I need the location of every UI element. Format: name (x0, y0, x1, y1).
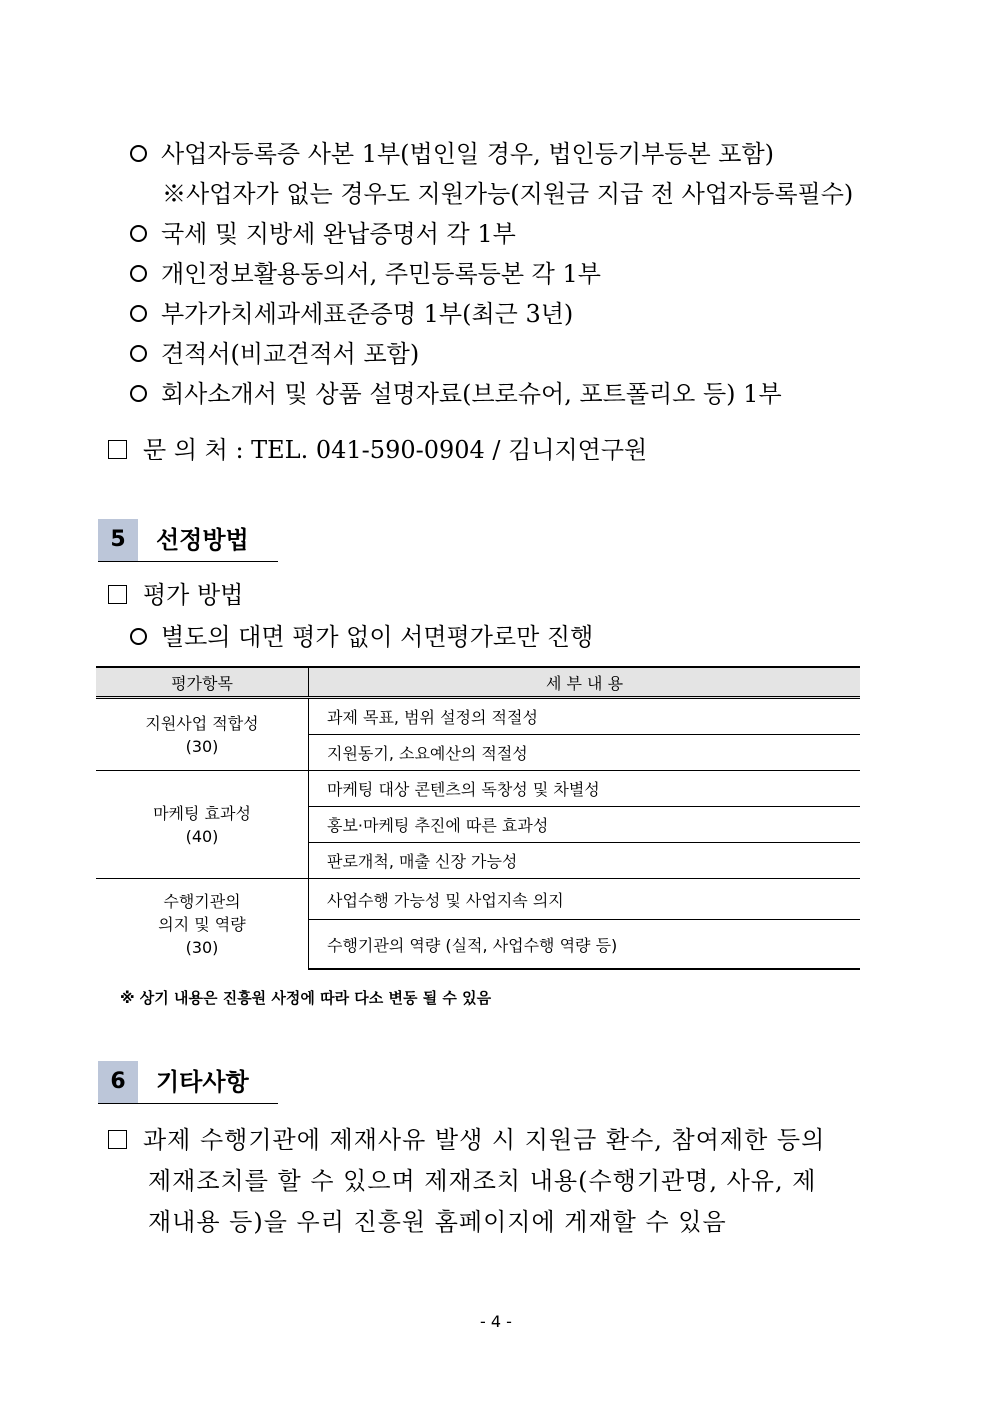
circle-bullet-icon (130, 305, 147, 322)
table-header-row (96, 667, 860, 698)
section-title: 기타사항 (156, 1068, 249, 1096)
detail-cell: 판로개척, 매출 신장 가능성 (309, 843, 861, 879)
section-heading-5 (98, 519, 278, 562)
requirement-item: 회사소개서 및 상품 설명자료(브로슈어, 포트폴리오 등) 1부 (130, 379, 782, 409)
table-row (96, 771, 860, 807)
circle-bullet-icon (130, 265, 147, 282)
header-detail: 세 부 내 용 (309, 667, 861, 698)
detail-cell: 사업수행 가능성 및 사업지속 의지 (309, 879, 861, 920)
contact-line: 문 의 처 : TEL. 041-590-0904 / 김니지연구원 (108, 435, 647, 465)
other-matters-paragraph: 과제 수행기관에 제재사유 발생 시 지원금 환수, 참여제한 등의 제재조치를 할 수 있으며 제재조치 내용(수행기관명, 사유, 제 재내용 등)을 우리 진흥원 홈페이지에 게재할 수 있음 (108, 1120, 898, 1243)
sub-heading: 평가 방법 (108, 580, 243, 610)
circle-bullet-icon (130, 225, 147, 242)
detail-cell: 홍보·마케팅 추진에 따른 효과성 (309, 807, 861, 843)
circle-bullet-icon (130, 628, 147, 645)
detail-cell: 과제 목표, 범위 설정의 적절성 (309, 698, 861, 735)
square-bullet-icon (108, 1130, 127, 1149)
header-category: 평가항목 (96, 667, 309, 698)
detail-cell: 지원동기, 소요예산의 적절성 (309, 735, 861, 771)
requirement-item: 사업자등록증 사본 1부(법인일 경우, 법인등기부등본 포함) (130, 139, 774, 169)
detail-cell: 마케팅 대상 콘텐츠의 독창성 및 차별성 (309, 771, 861, 807)
requirement-item: 견적서(비교견적서 포함) (130, 339, 419, 369)
detail-cell: 수행기관의 역량 (실적, 사업수행 역량 등) (309, 920, 861, 970)
category-cell: 마케팅 효과성 (40) (96, 771, 309, 879)
category-cell: 지원사업 적합성 (30) (96, 698, 309, 771)
square-bullet-icon (108, 585, 127, 604)
evaluation-table (96, 666, 860, 970)
requirement-item: 개인정보활용동의서, 주민등록등본 각 1부 (130, 259, 601, 289)
circle-bullet-icon (130, 385, 147, 402)
requirement-note: ※사업자가 없는 경우도 지원가능(지원금 지급 전 사업자등록필수) (162, 180, 854, 208)
requirement-item: 국세 및 지방세 완납증명서 각 1부 (130, 219, 516, 249)
square-bullet-icon (108, 440, 127, 459)
circle-bullet-icon (130, 145, 147, 162)
requirement-item: 부가가치세과세표준증명 1부(최근 3년) (130, 299, 573, 329)
table-row (96, 879, 860, 920)
page-number: - 4 - (480, 1312, 512, 1331)
section-number: 5 (98, 519, 138, 561)
sub-item: 별도의 대면 평가 없이 서면평가로만 진행 (130, 622, 593, 652)
circle-bullet-icon (130, 345, 147, 362)
section-number: 6 (98, 1061, 138, 1103)
section-title: 선정방법 (156, 526, 249, 554)
section-heading-6 (98, 1061, 278, 1104)
table-row (96, 698, 860, 735)
category-cell: 수행기관의 의지 및 역량 (30) (96, 879, 309, 970)
table-note: ※ 상기 내용은 진흥원 사정에 따라 다소 변동 될 수 있음 (120, 989, 492, 1007)
